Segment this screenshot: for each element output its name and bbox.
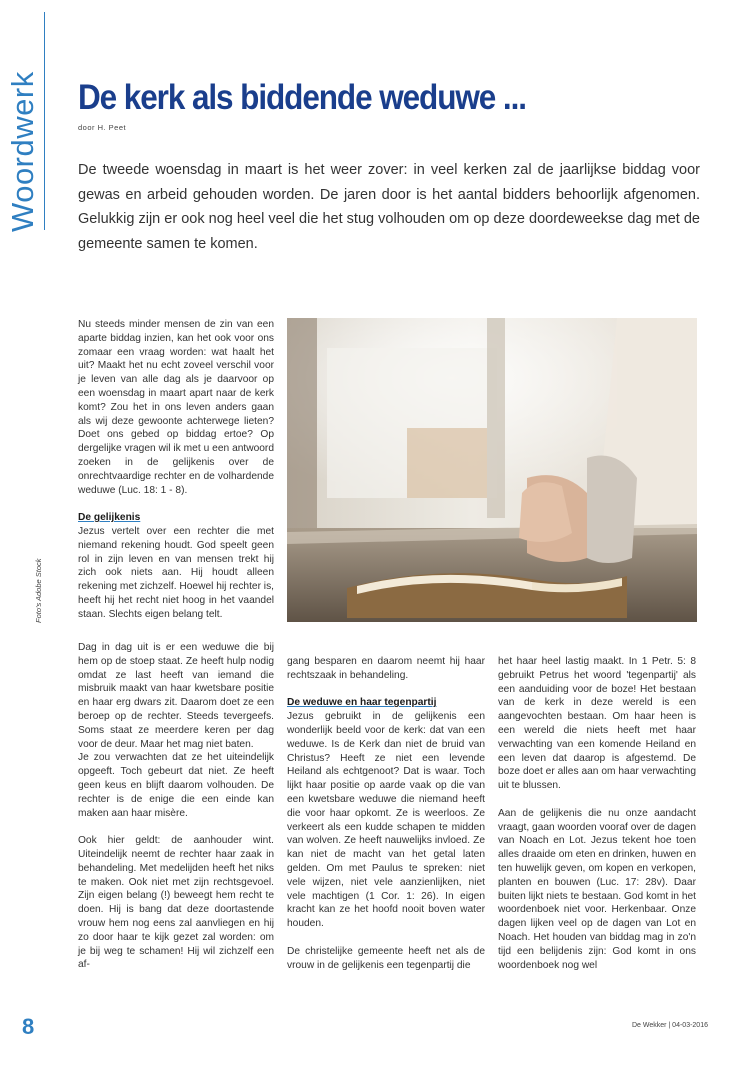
paragraph: Dag in dag uit is er een weduwe die bij hem op de stoep staat. Ze heeft hulp nodig omdat ze last heeft van iemand die misbruik maakt van haar kwetsbare positie en haar erg dwars zit. Daarom doet ze een beroep op de rechter. Steeds tevergeefs. Soms staat ze meerdere keren per dag voor de deur. Maar het mag niet baten. <box>78 642 274 750</box>
paragraph: Nu steeds minder mensen de zin van een aparte biddag inzien, kan het ook voor ons zomaar een vraag worden: wat haalt het uit? Maakt het nu echt zoveel verschil voor je leven van alle dag als je daarvoor op een woensdag in maart apart naar de kerk komt? Zou het in ons leven anders gaan als wij deze gewoonte achterwege lieten? Doet ons gebed op biddag ertoe? Op dergelijke vragen wil ik met u een antwoord zoeken in de gelijkenis over de onrechtvaardige rechter en de volhardende weduwe (Luc. 18: 1 - 8). <box>78 319 274 496</box>
article-title: De kerk als biddende weduwe ... <box>78 78 526 117</box>
paragraph: het haar heel lastig maakt. In 1 Petr. 5: 8 gebruikt Petrus het woord 'tegenpartij' als een aanduiding voor de boze! Het bestaan van de kerk in deze wereld is een aangevochten bestaan. Om haar heen is een wereld die niets heeft met haar verwachting van een komende Heiland en een leven dat daarop is afgestemd. De boze doet er alles aan om haar verwachting uit te blussen. <box>498 656 696 792</box>
subheading-de-gelijkenis: De gelijkenis <box>78 512 141 524</box>
column-1-bottom <box>78 641 274 972</box>
column-1-top <box>78 318 274 622</box>
paragraph: Jezus gebruikt in de gelijkenis een wonderlijk beeld voor de kerk: dat van een weduwe. Is de Kerk dan niet de bruid van Christus? Heeft ze niet een levende Heiland als echtgenoot? Dat is waar. Toch lijkt haar positie op aarde vaak op die van een kwetsbare weduwe die niemand heeft die voor haar opkomt. Ze is weerloos. Ze verkeert als een kudde schapen te midden van wolven. Ze heeft nauwelijks invloed. Ze kan niet de macht van het getal laten gelden. Om met Paulus te spreken: niet vele wijzen, niet vele aanzienlijken, niet vele machtigen (1 Cor. 1: 26). In eigen kracht kan ze het hoofd nooit boven water houden. <box>287 711 485 930</box>
author-byline: door H. Peet <box>78 123 127 132</box>
photo-credit: Foto's Adobe Stock <box>34 558 43 623</box>
praying-hands-photo <box>287 318 697 622</box>
column-3 <box>498 655 696 972</box>
article-intro: De tweede woensdag in maart is het weer zover: in veel kerken zal de jaarlijkse biddag voor gewas en arbeid gehouden worden. De jaren door is het aantal bidders behoorlijk afgenomen. Gelukkig zijn er ook nog heel veel die het stug volhouden om op deze doordeweekse dag met de gemeente samen te komen. <box>78 162 700 252</box>
paragraph: gang besparen en daarom neemt hij haar rechtszaak in behandeling. <box>287 656 485 681</box>
subheading-weduwe-tegenpartij: De weduwe en haar tegenpartij <box>287 697 437 709</box>
section-label: Woordwerk <box>5 71 40 232</box>
footer-publication: De Wekker | 04-03-2016 <box>631 1022 708 1029</box>
paragraph: Je zou verwachten dat ze het uiteindelijk opgeeft. Toch gebeurt dat niet. Ze heeft geen keus en blijft daarom volhouden. De rechter is de enige die een einde kan maken aan haar misère. <box>78 752 274 819</box>
paragraph: Jezus vertelt over een rechter die met niemand rekening houdt. God speelt geen rol in zijn leven en van mensen trekt hij zich ook niets aan. Hij houdt alleen rekening met zichzelf. Hoewel hij rechter is, heeft hij het recht niet hoog in het vaandel staan. Slechts eigen belang telt. <box>78 525 274 620</box>
paragraph: Aan de gelijkenis die nu onze aandacht vraagt, gaan woorden vooraf over de dagen van Noach en Lot. Jezus tekent hoe toen alles draaide om eten en drinken, huwen en ten huwelijk geven, om kopen en verkopen, planten en bouwen (Luc. 17: 28v). Daar buiten lijkt niets te bestaan. God komt in het woordenboek niet voor. Herkenbaar. Onze dagen lijken veel op de dagen van Lot en Noach. Het houden van biddag mag in zo'n tijd een belijdenis zijn: God komt in ons woordenboek nog wel <box>498 807 696 971</box>
column-2 <box>287 655 485 972</box>
section-divider-line <box>44 12 45 230</box>
paragraph: De christelijke gemeente heeft net als de vrouw in de gelijkenis een tegenpartij die <box>287 945 485 971</box>
page-number: 8 <box>22 1014 35 1039</box>
paragraph: Ook hier geldt: de aanhouder wint. Uiteindelijk neemt de rechter haar zaak in behandeling. Met medelijden heeft het niks te maken. Ook niet met zijn rechtsgevoel. Zijn eigen belang (!) beweegt hem recht te doen. Hij is bang dat deze doortastende vrouw hem nog eens zal aanvliegen en hij zo door haar te kijk gezet zal worden: om je bij weg te schamen! Hij wil zichzelf een af- <box>78 835 274 971</box>
